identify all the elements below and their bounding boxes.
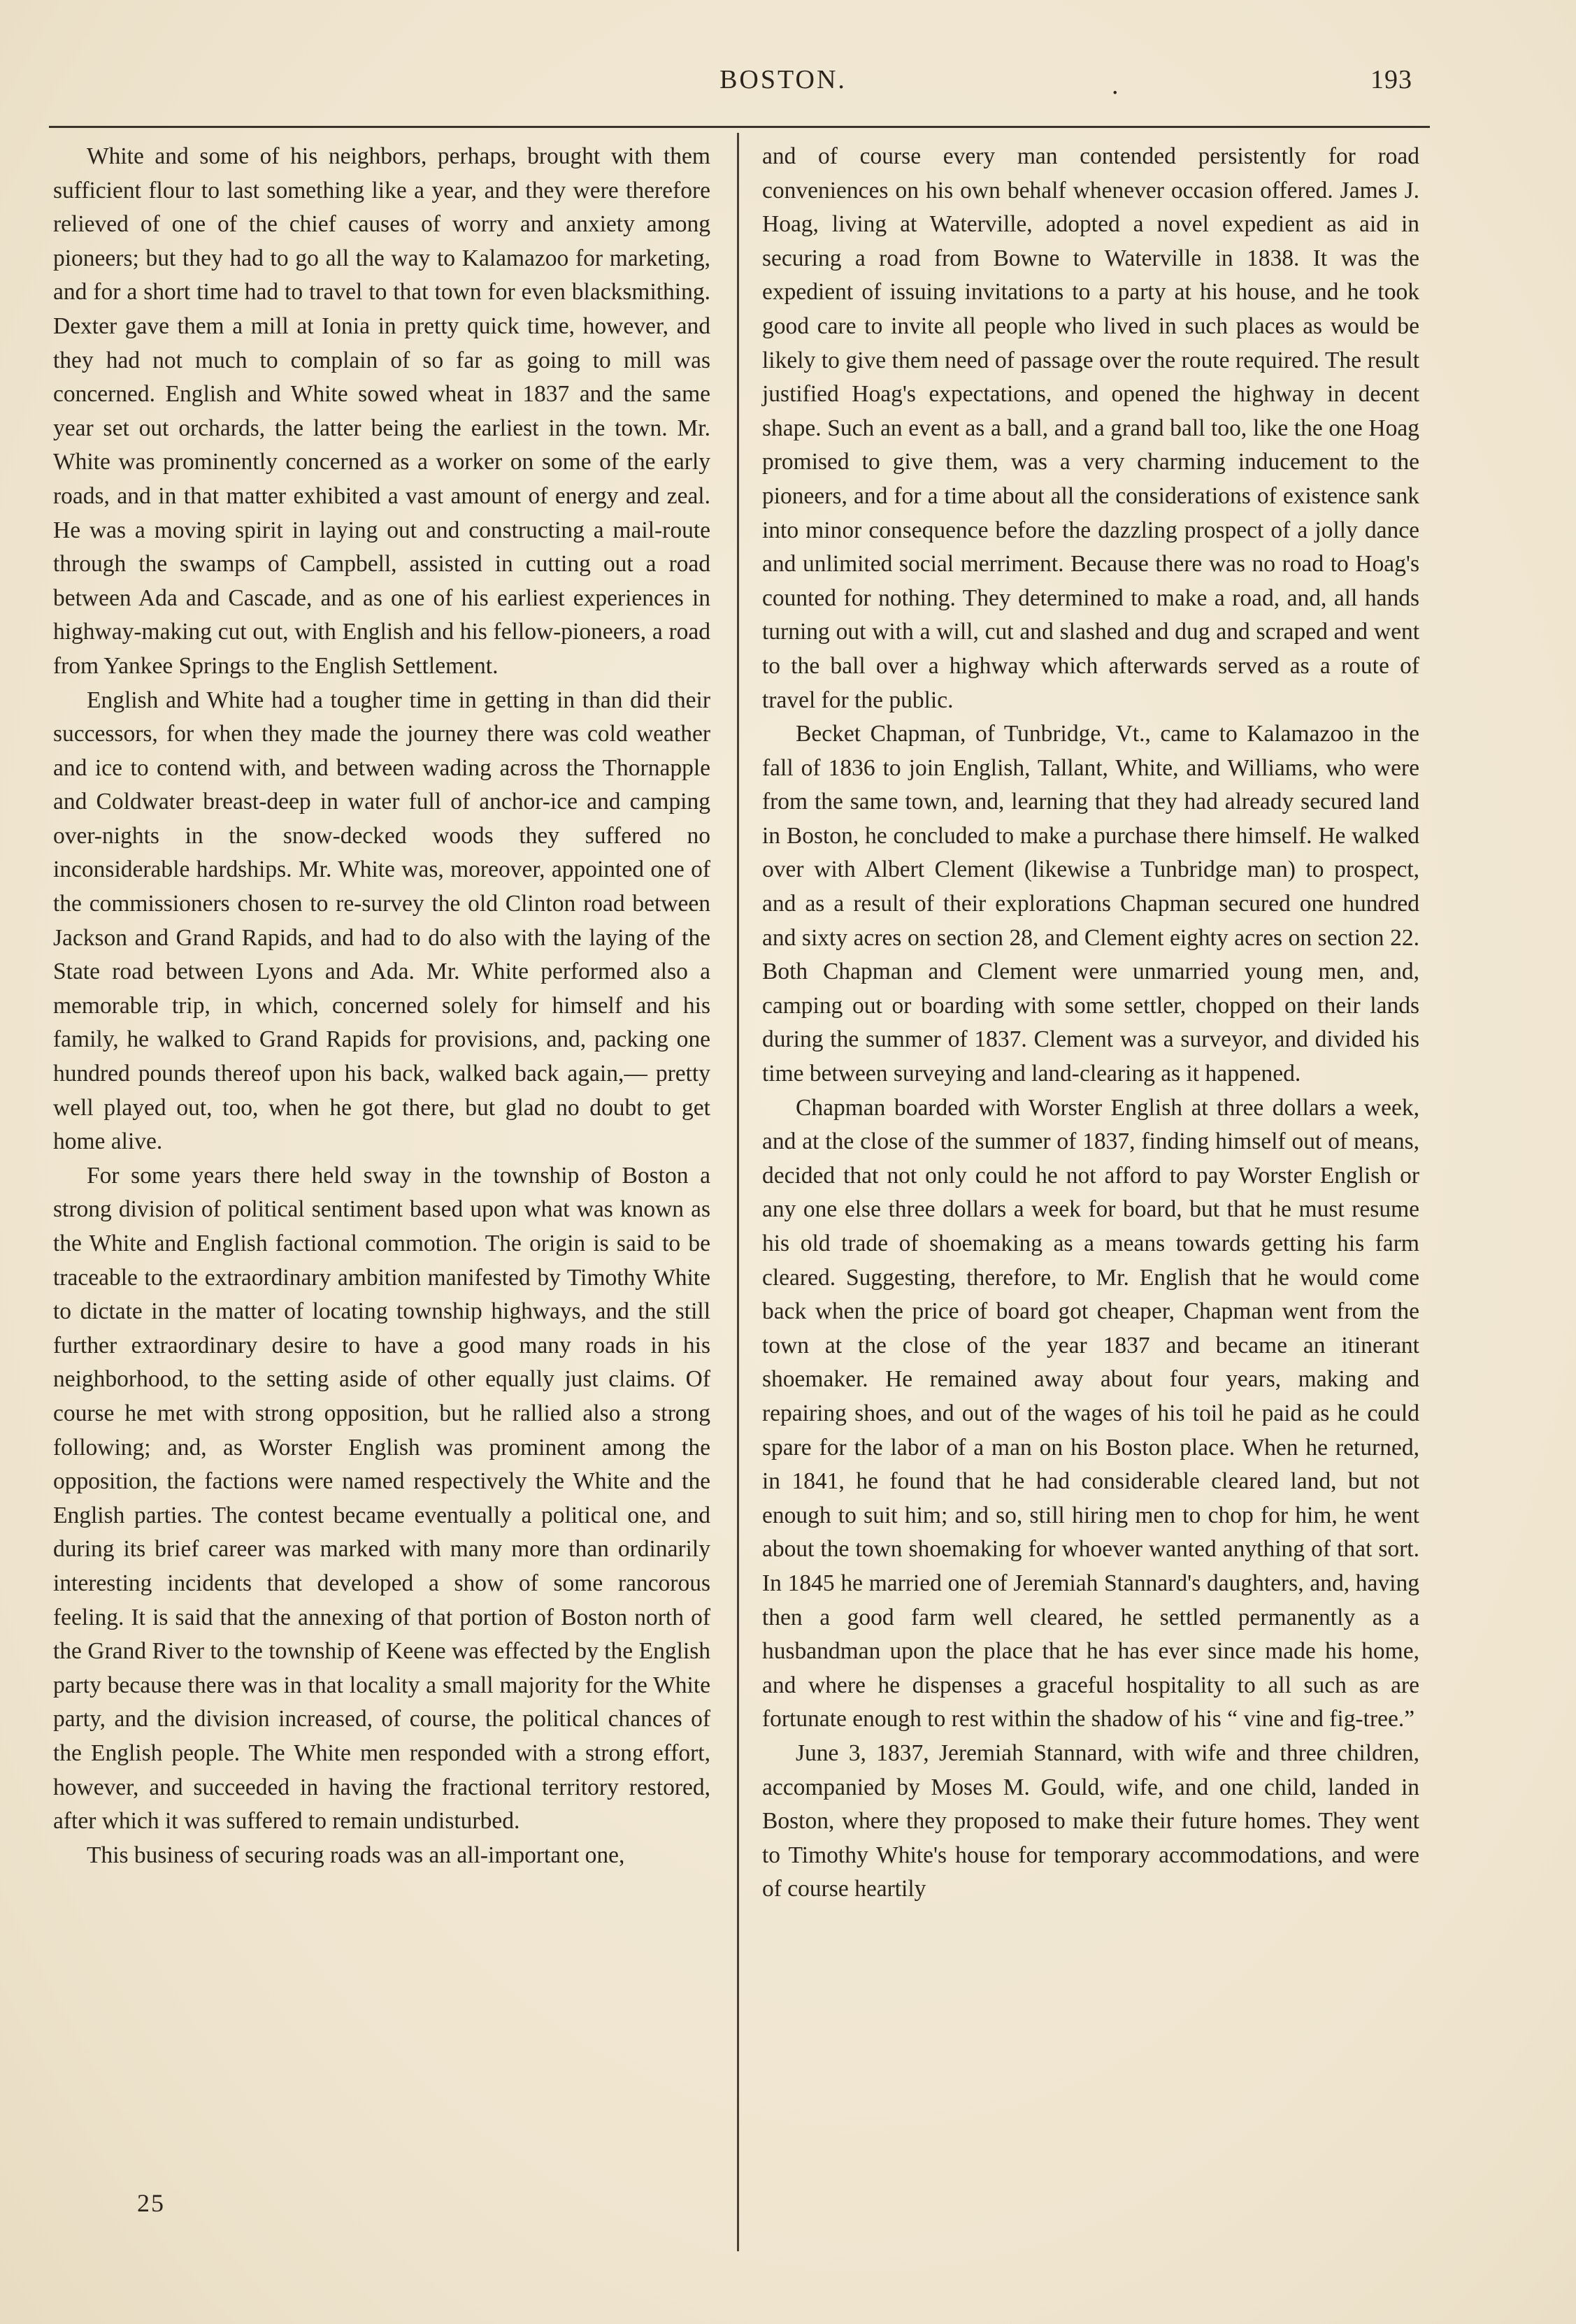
running-head-title: BOSTON.: [719, 65, 847, 94]
running-head: [0, 64, 1576, 106]
paragraph: Chapman boarded with Worster English at three dollars a week, and at the close of the summer of 1837, finding himself out of means, decided that not only could he not afford to pay Worster English or any one else three dollars a week for board, but that he must resume his old trade of shoemaking as a means towards getting his farm cleared. Suggesting, therefore, to Mr. English that he would come back when the price of board got cheaper, Chapman went from the town at the close of the year 1837 and became an itinerant shoemaker. He remained away about four years, making and repairing shoes, and out of the wages of his toil he paid as he could spare for the labor of a man on his Boston place. When he returned, in 1841, he found that he had considerable cleared land, but not enough to suit him; and so, still hiring men to chop for him, he went about the town shoemaking for whoever wanted anything of that sort. In 1845 he married one of Jeremiah Stannard's daughters, and, having then a good farm well cleared, he settled permanently as a husbandman upon the place that he has ever since made his home, and where he dispenses a graceful hospitality to all such as are fortunate enough to rest within the shadow of his “ vine and fig-tree.”: [762, 1094, 1419, 1733]
header-rule: [49, 126, 1430, 128]
running-head-dot: .: [1112, 71, 1119, 100]
left-column: [53, 140, 710, 1872]
paragraph: White and some of his neighbors, perhaps, brought with them sufficient flour to last something like a year, and they were therefore relieved of one of the chief causes of worry and anxiety among pioneers; but they had to go all the way to Kalamazoo for marketing, and for a short time had to travel to that town for even blacksmithing. Dexter gave them a mill at Ionia in pretty quick time, however, and they had not much to complain of so far as going to mill was concerned. English and White sowed wheat in 1837 and the same year set out orchards, the latter being the earliest in the town. Mr. White was prominently concerned as a worker on some of the early roads, and in that matter exhibited a vast amount of energy and zeal. He was a moving spirit in laying out and constructing a mail-route through the swamps of Campbell, assisted in cutting out a road between Ada and Cascade, and as one of his earliest experiences in highway-making cut out, with English and his fellow-pioneers, a road from Yankee Springs to the English Settlement.: [53, 143, 710, 679]
paragraph: June 3, 1837, Jeremiah Stannard, with wife and three children, accompanied by Moses M. Gould, wife, and one child, landed in Boston, where they proposed to make their future homes. They went to Timothy White's house for temporary accommodations, and were of course heartily: [762, 1740, 1419, 1902]
paragraph: and of course every man contended persistently for road conveniences on his own behalf whenever occasion offered. James J. Hoag, living at Waterville, adopted a novel expedient as aid in securing a road from Bowne to Waterville in 1838. It was the expedient of issuing invitations to a party at his house, and he took good care to invite all people who lived in such places as would be likely to give them need of passage over the route required. The result justified Hoag's expectations, and opened the highway in decent shape. Such an event as a ball, and a grand ball too, like the one Hoag promised to give them, was a very charming inducement to the pioneers, and for a time about all the considerations of existence sank into minor consequence before the dazzling prospect of a jolly dance and unlimited social merriment. Because there was no road to Hoag's counted for nothing. They determined to make a road, and, all hands turning out with a will, cut and slashed and dug and scraped and went to the ball over a highway which afterwards served as a route of travel for the public.: [762, 143, 1419, 713]
column-divider: [737, 133, 739, 2251]
paragraph: English and White had a tougher time in getting in than did their successors, for when they made the journey there was cold weather and ice to contend with, and between wading across the Thornapple and Coldwater breast-deep in water full of anchor-ice and camping over-nights in the snow-decked woods they suffered no inconsiderable hardships. Mr. White was, moreover, appointed one of the commissioners chosen to re-survey the old Clinton road between Jackson and Grand Rapids, and had to do also with the laying of the State road between Lyons and Ada. Mr. White performed also a memorable trip, in which, concerned solely for himself and his family, he walked to Grand Rapids for provisions, and, packing one hundred pounds thereof upon his back, walked back again,— pretty well played out, too, when he got there, but glad no doubt to get home alive.: [53, 687, 710, 1155]
paragraph: For some years there held sway in the township of Boston a strong division of political sentiment based upon what was known as the White and English factional commotion. The origin is said to be traceable to the extraordinary ambition manifested by Timothy White to dictate in the matter of locating township highways, and the still further extraordinary desire to have a good many roads in his neighborhood, to the setting aside of other equally just claims. Of course he met with strong opposition, but he rallied also a strong following; and, as Worster English was prominent among the opposition, the factions were named respectively the White and the English parties. The contest became eventually a political one, and during its brief career was marked with many more than ordinarily interesting incidents that developed a show of some rancorous feeling. It is said that the annexing of that portion of Boston north of the Grand River to the township of Keene was effected by the English party because there was in that locality a small majority for the White party, and the division increased, of course, the political chances of the English people. The White men responded with a strong effort, however, and succeeded in having the fractional territory restored, after which it was suffered to remain undisturbed.: [53, 1162, 710, 1835]
paragraph: Becket Chapman, of Tunbridge, Vt., came to Kalamazoo in the fall of 1836 to join English, Tallant, White, and Williams, who were from the same town, and, learning that they had already secured land in Boston, he concluded to make a purchase there himself. He walked over with Albert Clement (likewise a Tunbridge man) to prospect, and as a result of their explorations Chapman secured one hundred and sixty acres on section 28, and Clement eighty acres on section 22. Both Chapman and Clement were unmarried young men, and, camping out or boarding with some settler, chopped on their lands during the summer of 1837. Clement was a surveyor, and divided his time between surveying and land-clearing as it happened.: [762, 721, 1419, 1087]
paragraph: This business of securing roads was an all-important one,: [87, 1842, 625, 1868]
right-column: [762, 140, 1419, 1907]
page-number: 193: [1370, 65, 1412, 94]
signature-mark: 25: [137, 2189, 165, 2217]
